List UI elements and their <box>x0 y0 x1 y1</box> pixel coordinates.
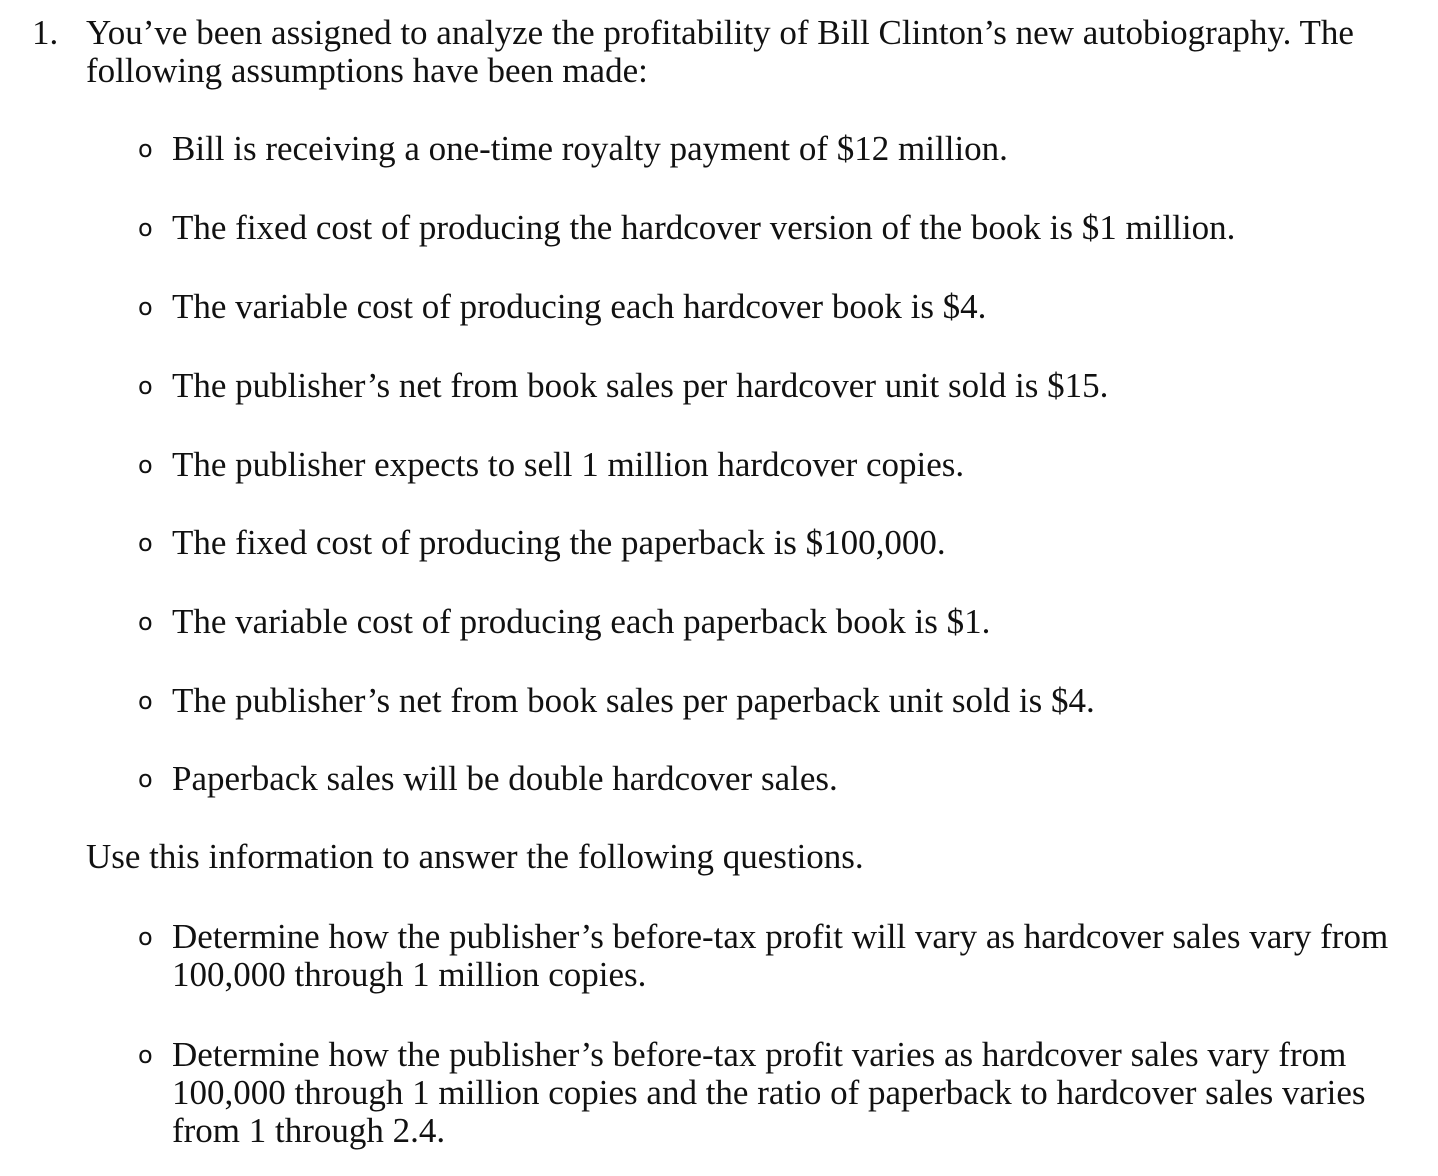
assumption-text: The variable cost of producing each hardcover book is $4. <box>172 287 987 326</box>
assumption-text: Bill is receiving a one-time royalty payment of $12 million. <box>172 129 1008 168</box>
bullet-marker: o <box>138 765 153 793</box>
assumption-text: The publisher’s net from book sales per paperback unit sold is $4. <box>172 681 1095 720</box>
bullet-marker: o <box>138 529 153 557</box>
question-number: 1. <box>32 13 59 52</box>
bullet-marker: o <box>138 608 153 636</box>
assumption-text: The publisher’s net from book sales per hardcover unit sold is $15. <box>172 366 1109 405</box>
assumption-text: The fixed cost of producing the hardcover version of the book is $1 million. <box>172 208 1236 247</box>
assumption-text: The publisher expects to sell 1 million hardcover copies. <box>172 445 965 484</box>
bullet-marker: o <box>138 214 153 242</box>
sub-question-text: Determine how the publisher’s before-tax profit varies as hardcover sales vary from 100,000 through 1 million copies and the ratio of paperback to hardcover sales varies from 1 through 2.4. <box>172 1035 1366 1150</box>
assumption-text: Paperback sales will be double hardcover sales. <box>172 759 838 798</box>
bullet-marker: o <box>138 372 153 400</box>
bullet-marker: o <box>138 293 153 321</box>
bullet-marker: o <box>138 687 153 715</box>
assumption-text: The variable cost of producing each paperback book is $1. <box>172 602 991 641</box>
assumption-text: The fixed cost of producing the paperback is $100,000. <box>172 523 946 562</box>
sub-question-text: Determine how the publisher’s before-tax profit will vary as hardcover sales vary from 100,000 through 1 million copies. <box>172 917 1389 994</box>
instructions-text: Use this information to answer the following questions. <box>86 837 864 876</box>
bullet-marker: o <box>138 135 153 163</box>
question-intro: You’ve been assigned to analyze the profitability of Bill Clinton’s new autobiography. The following assumptions have been made: <box>86 13 1354 90</box>
bullet-marker: o <box>138 1041 153 1069</box>
bullet-marker: o <box>138 923 153 951</box>
bullet-marker: o <box>138 451 153 479</box>
